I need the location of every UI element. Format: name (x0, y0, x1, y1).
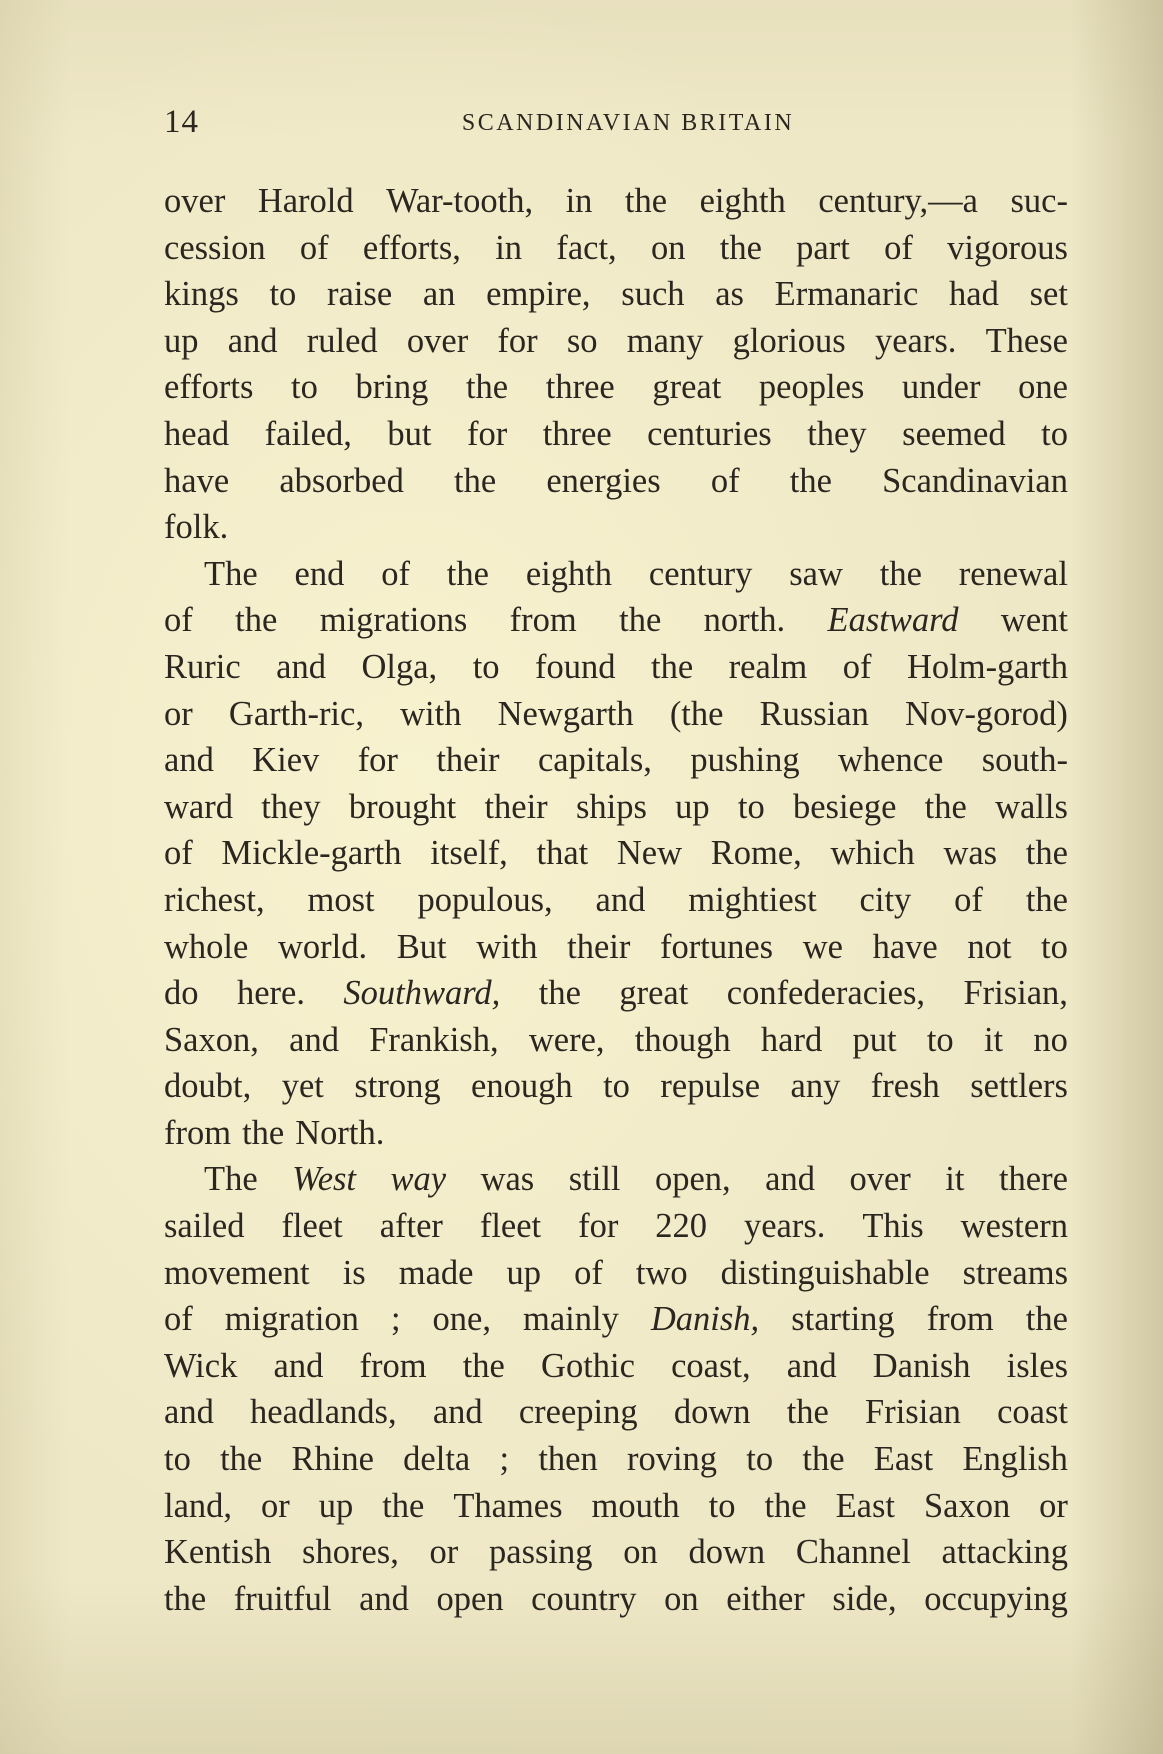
word: from (926, 1300, 994, 1339)
word: realm (728, 647, 808, 686)
word: and (595, 880, 646, 919)
body-text (164, 178, 1068, 1622)
word: years. (874, 321, 957, 360)
word: fresh (870, 1067, 940, 1106)
word: sailed (164, 1207, 245, 1246)
word: or (429, 1533, 459, 1572)
word: and (432, 1393, 483, 1432)
word: Harold (257, 182, 354, 220)
word: we (802, 927, 843, 966)
word: and (289, 1020, 339, 1059)
word: ships (575, 787, 647, 826)
word: up (506, 1253, 542, 1292)
word: for (357, 741, 398, 780)
word: the (789, 461, 832, 500)
word: settlers (970, 1067, 1068, 1106)
word: seemed (902, 414, 1006, 453)
word: to (472, 647, 500, 686)
word: the (786, 1393, 829, 1432)
word: the (462, 1346, 505, 1385)
word: whence (837, 741, 944, 780)
word: there (998, 1160, 1068, 1199)
word: confederacies, (726, 974, 925, 1013)
word: isles (1006, 1346, 1068, 1385)
word: open, (654, 1160, 731, 1199)
word: with (400, 694, 462, 733)
text-line (164, 1110, 1068, 1157)
word: efforts (164, 368, 254, 407)
word: under (901, 368, 981, 407)
word: on (664, 1579, 699, 1618)
word: centuries (647, 414, 772, 453)
word: Nov-gorod) (905, 694, 1068, 733)
word: the (382, 1486, 425, 1525)
word: walls (995, 787, 1068, 826)
word: one (1018, 368, 1068, 407)
word: Scandinavian (882, 461, 1068, 500)
word: bring (355, 368, 429, 407)
word: the (446, 554, 489, 593)
word: mouth (591, 1486, 680, 1525)
word: strong (354, 1067, 441, 1106)
word: Wick (164, 1346, 238, 1385)
word: Ermanaric (774, 275, 919, 314)
running-title: SCANDINAVIAN BRITAIN (461, 110, 795, 136)
text-line (164, 411, 1068, 458)
word: Russian (759, 694, 869, 733)
word: put (852, 1020, 897, 1059)
text-line (164, 1250, 1068, 1297)
word: from (359, 1346, 427, 1385)
word: Newgarth (497, 694, 634, 733)
word: mightiest (688, 880, 817, 919)
word: three (545, 368, 615, 407)
word: western (960, 1207, 1068, 1246)
word: Kentish (164, 1533, 272, 1572)
word: Thames (453, 1486, 563, 1525)
word: yet (281, 1067, 324, 1106)
word: movement (164, 1253, 310, 1292)
word: Kiev (252, 741, 320, 780)
word: two (635, 1253, 688, 1292)
word: coast, (671, 1346, 751, 1385)
word: Saxon (923, 1486, 1011, 1525)
word: to (926, 1020, 954, 1059)
word: Danish (872, 1346, 971, 1385)
word: ; (390, 1300, 401, 1339)
word: have (164, 461, 230, 500)
word: Rhine (291, 1440, 374, 1479)
word: over (849, 1160, 911, 1199)
word: fact, (556, 228, 617, 267)
word: repulse (660, 1067, 761, 1106)
word: itself, (430, 834, 508, 873)
text-line (164, 1436, 1068, 1483)
word: their (567, 927, 631, 966)
text-line (164, 1063, 1068, 1110)
word: made (398, 1253, 474, 1292)
word: kings (164, 275, 239, 314)
word: to (603, 1067, 630, 1106)
word: the (242, 1113, 285, 1152)
text-line (164, 1296, 1068, 1343)
text-line (164, 597, 1068, 644)
word: though (634, 1020, 731, 1059)
word: passing (489, 1533, 593, 1572)
word: were, (528, 1020, 605, 1059)
word: any (790, 1067, 841, 1106)
word: the (538, 974, 581, 1013)
word: three (542, 414, 612, 453)
word: years. (743, 1207, 826, 1246)
running-head (164, 104, 1068, 144)
word: of (164, 834, 193, 873)
word: is (342, 1253, 366, 1292)
word: Rome, (710, 834, 802, 873)
word: starting (791, 1300, 895, 1339)
word: 220 (655, 1207, 708, 1246)
word: with (476, 927, 538, 966)
italic-word: Southward, (343, 974, 501, 1013)
word: the (1025, 834, 1068, 873)
word: and (227, 321, 278, 360)
word: great (619, 974, 689, 1013)
word: was (943, 834, 998, 873)
text-line (164, 1156, 1068, 1203)
word: over (164, 182, 226, 220)
word: have (872, 927, 938, 966)
word: of (884, 228, 913, 267)
text-line (164, 458, 1068, 505)
word: of (710, 461, 740, 500)
word: after (379, 1207, 443, 1246)
word: delta (403, 1440, 471, 1479)
word: over (406, 321, 469, 360)
word: on (650, 228, 686, 267)
word: set (1029, 275, 1068, 314)
word: the (454, 461, 497, 500)
word: ward (164, 787, 233, 826)
word: and (359, 1579, 409, 1618)
word: shores, (302, 1533, 399, 1572)
word: country (531, 1579, 637, 1618)
word: Holm-garth (906, 647, 1068, 686)
word: the (220, 1440, 263, 1479)
word: one, (432, 1300, 491, 1339)
word: (the (669, 694, 724, 733)
word: had (949, 275, 999, 314)
word: land, (164, 1486, 233, 1525)
word: and (273, 1346, 324, 1385)
word: to (1041, 927, 1068, 966)
word: the (465, 368, 509, 407)
word: and (765, 1160, 815, 1199)
word: either (726, 1579, 805, 1618)
word: down (673, 1393, 751, 1432)
word: the (624, 182, 668, 220)
italic-word: Eastward (827, 601, 959, 640)
word: century,—a (818, 182, 978, 220)
word: vigorous (947, 228, 1068, 267)
word: mainly (523, 1300, 619, 1339)
word: efforts, (362, 228, 461, 267)
text-line (164, 1576, 1068, 1623)
word: attacking (941, 1533, 1068, 1572)
word: up (318, 1486, 354, 1525)
word: or (261, 1486, 290, 1525)
word: went (1000, 601, 1068, 640)
word: peoples (758, 368, 865, 407)
word: fruitful (233, 1579, 332, 1618)
text-line (164, 271, 1068, 318)
word: not (967, 927, 1012, 966)
word: New (616, 834, 683, 873)
word: Garth-ric, (228, 694, 364, 733)
word: The (204, 1160, 258, 1199)
word: to (746, 1440, 774, 1479)
word: to (164, 1440, 191, 1479)
word: fleet (479, 1207, 542, 1246)
text-line (164, 877, 1068, 924)
word: or (1039, 1486, 1068, 1525)
word: and (164, 1393, 214, 1432)
word: for (466, 414, 508, 453)
word: The (204, 554, 258, 593)
word: from (164, 1113, 232, 1152)
word: energies (546, 461, 661, 500)
text-line (164, 551, 1068, 598)
word: on (623, 1533, 658, 1572)
word: down (688, 1533, 766, 1572)
word: was (480, 1160, 535, 1199)
word: Ruric (164, 647, 241, 686)
text-line (164, 318, 1068, 365)
word: the (924, 787, 967, 826)
word: they (807, 414, 867, 453)
word: failed, (264, 414, 352, 453)
word: Mickle-garth (221, 834, 402, 873)
word: capitals, (537, 741, 652, 780)
word: then (538, 1440, 598, 1479)
word: suc- (1010, 182, 1068, 220)
word: besiege (792, 787, 897, 826)
word: to (708, 1486, 736, 1525)
word: the (1025, 880, 1068, 919)
word: to (291, 368, 318, 407)
word: as (715, 275, 744, 314)
word: Saxon, (164, 1020, 259, 1059)
word: coast (997, 1393, 1068, 1432)
word: Frankish, (369, 1020, 499, 1059)
word: the (879, 554, 922, 593)
word: roving (626, 1440, 718, 1479)
word: migration (224, 1300, 359, 1339)
word: no (1033, 1020, 1068, 1059)
word: This (862, 1207, 924, 1246)
word: empire, (486, 275, 591, 314)
word: populous, (417, 880, 553, 919)
text-line (164, 504, 1068, 551)
word: eighth (699, 182, 786, 220)
word: renewal (958, 554, 1068, 593)
word: of (164, 601, 193, 640)
word: and (786, 1346, 837, 1385)
word: East (835, 1486, 895, 1525)
word: they (261, 787, 321, 826)
word: of (954, 880, 983, 919)
word: their (484, 787, 548, 826)
word: But (396, 927, 447, 966)
word: the (235, 601, 278, 640)
word: to (737, 787, 765, 826)
text-line (164, 1389, 1068, 1436)
word: richest, (164, 880, 265, 919)
word: their (436, 741, 500, 780)
word: here. (236, 974, 305, 1013)
word: to (269, 275, 297, 314)
word: of (299, 228, 329, 267)
word: cession (164, 228, 266, 267)
text-line (164, 924, 1068, 971)
word: for (578, 1207, 619, 1246)
word: in (565, 182, 593, 220)
word: or (164, 694, 193, 733)
word: North. (295, 1113, 385, 1152)
word: which (830, 834, 915, 873)
text-line (164, 691, 1068, 738)
word: whole (164, 927, 249, 966)
word: to (1041, 414, 1068, 453)
word: East (873, 1440, 934, 1479)
word: open (436, 1579, 504, 1618)
word: Olga, (361, 647, 438, 686)
italic-word: Danish, (650, 1300, 760, 1339)
word: headlands, (250, 1393, 397, 1432)
word: Channel (795, 1533, 911, 1572)
text-line (164, 1017, 1068, 1064)
word: of (164, 1300, 193, 1339)
word: Frisian (865, 1393, 961, 1432)
word: for (497, 321, 538, 360)
word: doubt, (164, 1067, 252, 1106)
word: an (422, 275, 456, 314)
word: migrations (319, 601, 468, 640)
word: it (983, 1020, 1004, 1059)
word: so (566, 321, 598, 360)
word: do (164, 974, 199, 1013)
word: streams (962, 1253, 1068, 1292)
text-line (164, 1343, 1068, 1390)
word: from (509, 601, 577, 640)
word: world. (277, 927, 368, 966)
word: creeping (518, 1393, 638, 1432)
word: the (619, 601, 662, 640)
word: absorbed (279, 461, 404, 500)
word: most (307, 880, 375, 919)
word: found (535, 647, 616, 686)
word: of (381, 554, 410, 593)
italic-word: way (390, 1160, 447, 1199)
word: end (294, 554, 345, 593)
word: ruled (306, 321, 378, 360)
text-line (164, 1483, 1068, 1530)
word: the (764, 1486, 807, 1525)
text-line (164, 737, 1068, 784)
word: side, (832, 1579, 897, 1618)
word: glorious (732, 321, 846, 360)
word: still (568, 1160, 621, 1199)
word: hard (760, 1020, 823, 1059)
word: of (842, 647, 872, 686)
text-line (164, 178, 1068, 225)
word: eighth (525, 554, 613, 593)
word: of (574, 1253, 603, 1292)
word: the (651, 647, 694, 686)
word: and (276, 647, 326, 686)
word: distinguishable (720, 1253, 930, 1292)
word: century (648, 554, 753, 593)
word: English (962, 1440, 1068, 1479)
word: it (945, 1160, 965, 1199)
word: Frisian, (963, 974, 1068, 1013)
word: folk. (164, 508, 229, 547)
word: pushing (690, 741, 800, 780)
word: the (1025, 1300, 1068, 1339)
word: part (796, 228, 850, 267)
text-line (164, 970, 1068, 1017)
word: and (164, 741, 214, 780)
text-line (164, 1529, 1068, 1576)
text-line (164, 225, 1068, 272)
word: up (164, 321, 199, 360)
word: many (626, 321, 704, 360)
text-line (164, 784, 1068, 831)
word: fortunes (660, 927, 774, 966)
word: great (652, 368, 722, 407)
word: the (719, 228, 762, 267)
word: that (536, 834, 589, 873)
word: such (621, 275, 685, 314)
word: saw (789, 554, 843, 593)
word: in (495, 228, 523, 267)
word: brought (348, 787, 457, 826)
word: raise (327, 275, 393, 314)
word: fleet (281, 1207, 343, 1246)
word: Gothic (541, 1346, 635, 1385)
word: the (802, 1440, 845, 1479)
word: ; (499, 1440, 510, 1479)
word: head (164, 414, 230, 453)
word: south- (981, 741, 1068, 780)
word: War-tooth, (386, 182, 534, 220)
word: but (387, 414, 432, 453)
word: city (859, 880, 912, 919)
word: the (164, 1579, 207, 1618)
word: occupying (924, 1579, 1068, 1618)
word: enough (471, 1067, 573, 1106)
word: up (675, 787, 710, 826)
page-number: 14 (164, 104, 199, 140)
text-line (164, 644, 1068, 691)
text-line (164, 364, 1068, 411)
word: north. (703, 601, 786, 640)
text-line (164, 830, 1068, 877)
word: These (985, 321, 1068, 360)
text-line (164, 1203, 1068, 1250)
italic-word: West (292, 1160, 357, 1199)
